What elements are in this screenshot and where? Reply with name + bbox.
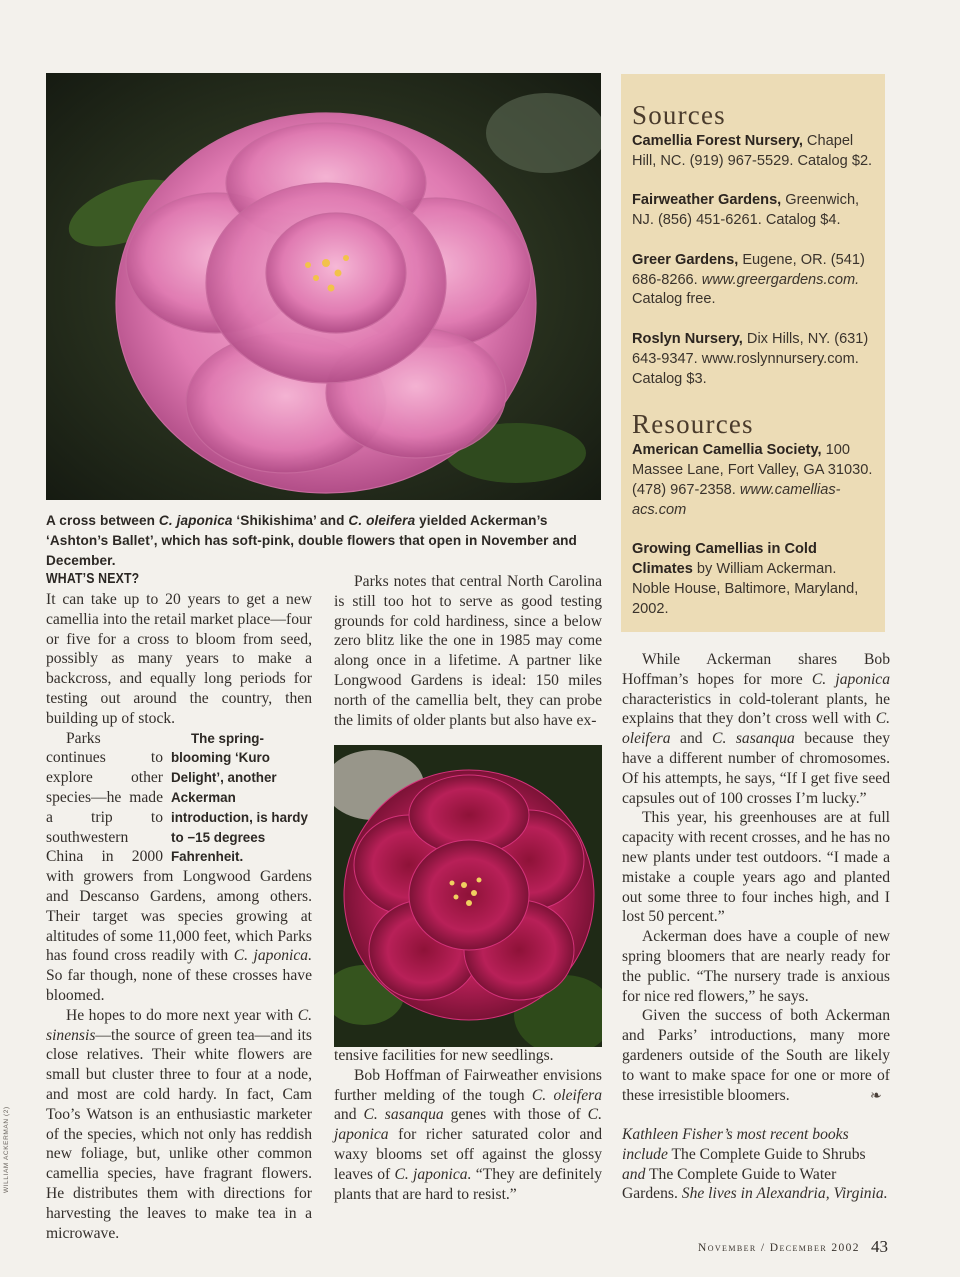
caption-species: C. oleifera: [348, 513, 416, 528]
source-name: Roslyn Nursery,: [632, 330, 743, 347]
author-byline: [622, 1125, 892, 1204]
caption-species: C. japonica: [158, 513, 233, 528]
resource-entry: [632, 540, 875, 619]
end-ornament-icon: ❧: [870, 1089, 882, 1104]
source-details: Catalog free.: [632, 291, 716, 308]
book-title: The Complete Guide to Shrubs: [667, 1145, 866, 1163]
article-column-2-bottom: [334, 1046, 602, 1204]
source-details: Chapel Hill, NC. (919) 967-5529. Catalog $2.: [632, 133, 873, 169]
source-entry: [632, 191, 875, 231]
species-name: C. oleifera: [531, 1086, 602, 1104]
paragraph-text: characteristics in cold-tolerant plants, he explains that they don’t cross well with: [622, 690, 890, 728]
pink-camellia-photo: [46, 73, 601, 500]
species-name: C. oleifera: [622, 710, 890, 748]
resource-url: www.camellias-acs.com: [632, 481, 841, 518]
section-heading: WHAT’S NEXT?: [46, 570, 140, 587]
paragraph: This year, his greenhouses are at full capacity with recent crosses, and he has no new plants under test outdoors. “I made a mistake a couple years ago and planted out some three to four inches high, and I lost 50 percent.”: [622, 809, 890, 926]
caption-text: A cross between: [46, 513, 159, 528]
book-title: The Complete Guide to Water Gardens.: [622, 1165, 837, 1203]
paragraph-text: He hopes to do more next year with: [66, 1006, 298, 1024]
paragraph-text: —the source of green tea—and its close relatives. Their white flowers are small but cluster three to four at a node, and most are cold hardy. In fact, Cam Too’s Watson is an enthusiastic marketer of the species, which not only has reddish new foliage, but, unlike other common camellia species, have fragrant flowers. He distributes them with directions for harvesting the leaves to make tea in a microwave.: [46, 1026, 312, 1242]
resource-entry: [632, 441, 875, 520]
source-entry: [632, 330, 875, 389]
species-name: C. sasanqua: [712, 730, 795, 748]
source-details: Dix Hills, NY. (631) 643-9347. www.roslynnursery.com. Catalog $3.: [632, 330, 869, 387]
paragraph: [622, 650, 890, 808]
caption-text: ‘Shikishima’ and: [232, 513, 349, 528]
paragraph-text: for richer saturated color and waxy blooms set off against the glossy leaves of: [334, 1126, 602, 1183]
page-number: 43: [871, 1237, 888, 1256]
species-name: C. sinensis: [46, 1006, 312, 1044]
resources-heading: Resources: [632, 409, 754, 440]
source-url: www.greergardens.com.: [701, 271, 860, 288]
source-entry: [632, 251, 875, 310]
paragraph-text: While Ackerman shares Bob Hoffman’s hopes for more: [622, 651, 890, 688]
byline-text: Kathleen Fisher’s most recent books include: [622, 1126, 849, 1163]
byline-text: She lives in Alexandria, Virginia.: [681, 1185, 888, 1203]
pink-camellia-image: [46, 73, 601, 500]
paragraph-text: and: [334, 1106, 364, 1124]
article-column-1: [46, 568, 312, 1243]
caption-text: yielded Ackerman’s ‘Ashton’s Ballet’, which has soft-pink, double flowers that open in November and December.: [46, 513, 577, 568]
paragraph-text: genes with those of: [443, 1106, 588, 1124]
paragraph: It can take up to 20 years to get a new camellia into the retail market place—four or five for a cross to bloom from seed, possibly as many years to make a backcross, and equally long periods for testing out around the country, then building up of stock.: [46, 591, 312, 727]
species-name: C. japonica: [334, 1106, 602, 1144]
source-details: Greenwich, NJ. (856) 451-6261. Catalog $4.: [632, 192, 860, 229]
byline-text: and: [622, 1165, 646, 1183]
source-entry: [632, 132, 875, 172]
species-name: C. japonica: [811, 670, 890, 688]
resource-details: 100 Massee Lane, Fort Valley, GA 31030. (478) 967-2358.: [632, 442, 873, 498]
paragraph-text: and: [670, 730, 713, 748]
paragraph: tensive facilities for new seedlings.: [334, 1047, 554, 1064]
sources-heading: Sources: [632, 100, 726, 130]
species-name: C. sasanqua: [363, 1106, 444, 1124]
photo-credit: WILLIAM ACKERMAN (2): [3, 1106, 10, 1193]
paragraph-text: So far though, none of these crosses have bloomed.: [46, 967, 312, 1004]
paragraph: Given the success of both Ackerman and Parks’ introductions, many more gardeners outside of the South are likely to want to make space for one or more of these irresistible bloomers.: [622, 1007, 890, 1104]
resource-details: by William Ackerman. Noble House, Baltimore, Maryland, 2002.: [632, 560, 859, 617]
paragraph-text: “They are definitely plants that are hard to resist.”: [334, 1165, 603, 1203]
red-camellia-photo: [334, 745, 602, 1047]
article-column-2-top: [334, 572, 602, 730]
resource-name: Growing Camellias in Cold Climates: [632, 541, 817, 577]
source-name: Greer Gardens,: [632, 251, 739, 268]
paragraph: Parks notes that central North Carolina is still too hot to serve as good testing grounds for cold hardiness, since a below zero blitz like the one in 1985 may come along once in a lifetime. A partner like Longwood Gardens is ideal: 150 miles north of the camellia belt, they can probe the limits of older plants but also have ex-: [334, 573, 602, 729]
paragraph: Ackerman does have a couple of new spring bloomers that are nearly ready for the public. “The nursery trade is anxious for nice red flowers,” he says.: [622, 928, 890, 1005]
species-name: C. japonica.: [233, 947, 313, 965]
paragraph: [46, 729, 312, 1006]
article-column-3: [622, 650, 890, 1105]
source-name: Fairweather Gardens,: [632, 192, 782, 209]
pull-quote: The spring-blooming ‘Kuro Delight’, another Ackerman introduction, is hardy to −15 degrees Fahrenheit.: [171, 730, 308, 865]
paragraph: [46, 1006, 312, 1244]
resource-name: American Camellia Society,: [632, 442, 822, 459]
paragraph: [334, 1066, 602, 1205]
source-details: Eugene, OR. (541) 686-8266.: [632, 251, 865, 288]
top-photo-caption: [46, 511, 602, 571]
paragraph-text: Bob Hoffman of Fairweather envisions further melding of the tough: [334, 1066, 602, 1104]
species-name: C. japonica.: [394, 1165, 472, 1183]
red-camellia-image: [334, 745, 602, 1047]
sources-sidebar: [621, 74, 885, 632]
paragraph-text: Parks continues to explore other species—he made a trip to southwestern China in 2000 with growers from Longwood Gardens and Descanso Gardens, among others. Their target was species growing at altitudes of some 11,000 feet, which Parks has found cross readily with: [46, 729, 312, 965]
source-name: Camellia Forest Nursery,: [632, 133, 803, 149]
issue-date: November / December 2002: [698, 1242, 860, 1254]
paragraph-text: because they have a different number of chromosomes. Of his attempts, he says, “If I get five seed capsules out of 100 crosses I’m lucky.”: [622, 730, 890, 807]
